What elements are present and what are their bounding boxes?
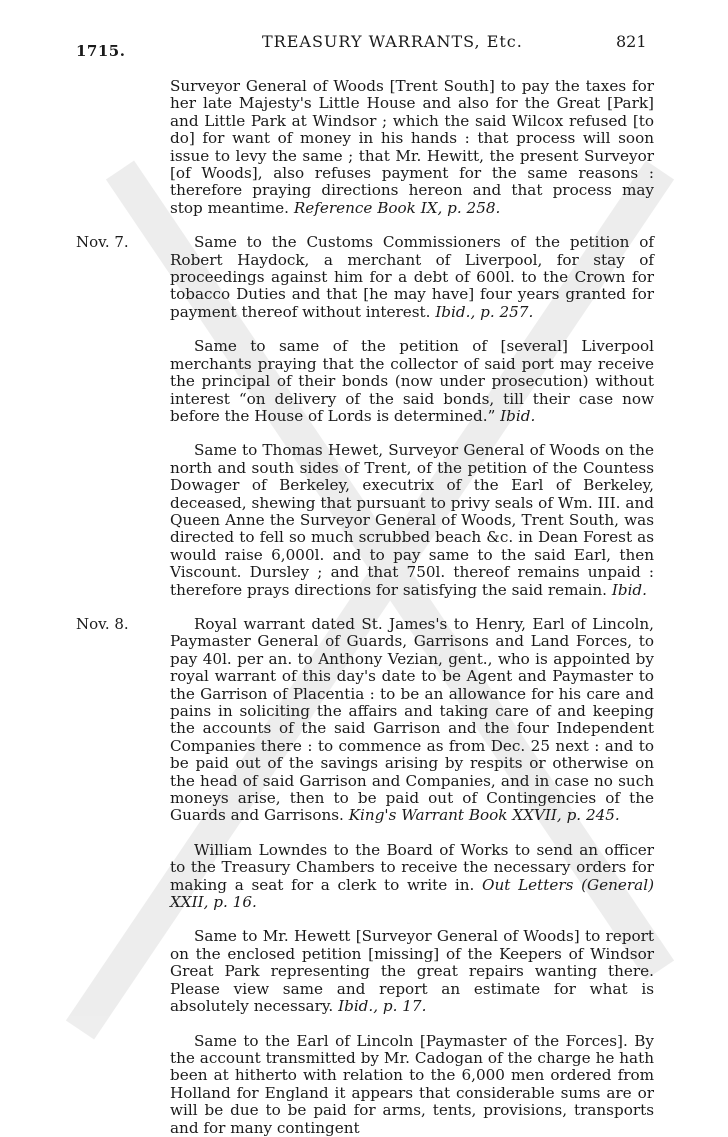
entry-date: Nov. 7. — [76, 233, 129, 252]
entry-paragraph: Same to Thomas Hewet, Surveyor General of Woods on the north and south sides of Trent, of the petition of the Countess Dowager of Berkeley, executrix of the Earl of Berkeley, deceased, shewing that pursuant to privy seals of Wm. III. and Queen Anne the Surveyor General of Woods, Trent South, was directed to fell so much scrubbed beach &c. in Dean Forest as would raise 6,000l. and to pay same to the said Earl, then Viscount. Dursley ; and that 750l. thereof remains unpaid : therefore prays directions for satisfying the said remain. Ibid. — [170, 441, 654, 599]
header-year: 1715. — [76, 42, 126, 60]
entry — [0, 442, 728, 599]
page-number: 821 — [616, 32, 647, 51]
entry-reference: Out Letters (General) XXII, p. 16. — [170, 875, 654, 912]
running-title: TREASURY WARRANTS, Etc. — [262, 32, 523, 51]
entry-reference: Ibid. — [611, 580, 647, 599]
entry — [0, 842, 728, 912]
entry-date: Nov. 8. — [76, 614, 129, 633]
entry — [0, 234, 728, 321]
entry-paragraph: Same to Mr. Hewett [Surveyor General of Woods] to report on the enclosed petition [missing] of the Keepers of Windsor Great Park representing the great repairs wanting there. Please view same and report an estimate for what is absolutely necessary. Ibid., p. 17. — [170, 927, 654, 1016]
entry-reference: Ibid., p. 257. — [435, 302, 534, 321]
entry-paragraph: Surveyor General of Woods [Trent South] to pay the taxes for her late Majesty's Little House and also for the Great [Park] and Little Park at Windsor ; which the said Wilcox refused [to do] for want of money in his hands : that process will soon issue to levy the same ; that Mr. Hewitt, the present Surveyor [of Woods], also refuses payment for the same reasons : therefore praying directions hereon and that process may stop meantime. Reference Book IX, p. 258. — [170, 77, 654, 217]
entry — [0, 78, 728, 217]
entry-paragraph: Same to the Earl of Lincoln [Paymaster of the Forces]. By the account transmitted by Mr. Cadogan of the charge he hath been at hitherto with relation to the 6,000 men ordered from Holland for England it appears that considerable sums are or will be due to be paid for arms, tents, provisions, transports and for many contingent — [170, 1031, 654, 1137]
entries-list — [0, 78, 728, 1137]
entry — [0, 1033, 728, 1137]
entry-reference: Ibid. — [500, 406, 536, 425]
entry — [0, 338, 728, 425]
entry — [0, 616, 728, 825]
entry-paragraph: Royal warrant dated St. James's to Henry, Earl of Lincoln, Paymaster General of Guards, Garrisons and Land Forces, to pay 40l. per an. to Anthony Vezian, gent., who is appointed by royal warrant of this day's date to be Agent and Paymaster to the Garrison of Placentia : to be an allowance for his care and pains in soliciting the affairs and taking care of and keeping the accounts of the said Garrison and the four Independent Companies there : to commence as from Dec. 25 next : and to be paid out of the savings arising by respits or otherwise on the head of said Garrison and Companies, and in case no such moneys arise, then to be paid out of Contingencies of the Guards and Garrisons. King's Warrant Book XXVII, p. 245. — [170, 614, 654, 825]
entry-paragraph: William Lowndes to the Board of Works to send an officer to the Treasury Chambers to receive the necessary orders for making a seat for a clerk to write in. Out Letters (General) XXII, p. 16. — [170, 840, 654, 912]
entry-paragraph: Same to the Customs Commissioners of the petition of Robert Haydock, a merchant of Liverpool, for stay of proceedings against him for a debt of 600l. to the Crown for tobacco Duties and that [he may have] four years granted for payment thereof without interest. Ibid., p. 257. — [170, 233, 654, 321]
entry-reference: Ibid., p. 17. — [338, 997, 427, 1016]
entry-reference: King's Warrant Book XXVII, p. 245. — [348, 806, 620, 825]
entry-paragraph: Same to same of the petition of [several] Liverpool merchants praying that the collector of said port may receive the principal of their bonds (now under prosecution) without interest “on delivery of the said bonds, till their case now before the House of Lords is determined.” Ibid. — [170, 337, 654, 425]
entry — [0, 928, 728, 1015]
entry-reference: Reference Book IX, p. 258. — [293, 198, 501, 217]
